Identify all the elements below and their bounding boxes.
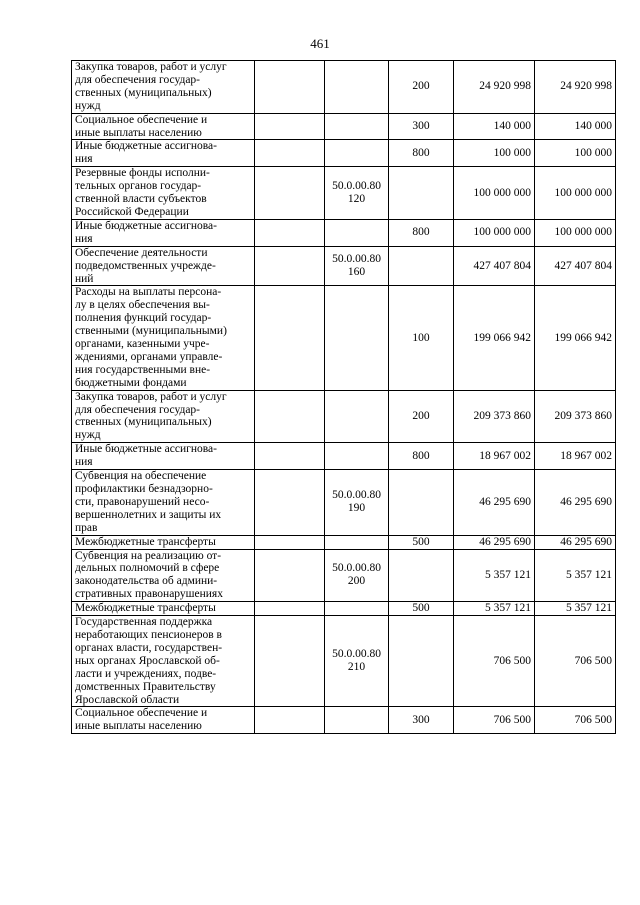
blank-cell — [255, 140, 325, 167]
expense-type-cell — [389, 167, 454, 220]
target-article-cell — [325, 140, 389, 167]
expense-name-cell: Межбюджетные трансферты — [72, 602, 255, 616]
amount-cell: 100 000 000 — [535, 167, 616, 220]
target-article-cell — [325, 535, 389, 549]
amount-cell: 46 295 690 — [454, 535, 535, 549]
blank-cell — [255, 616, 325, 707]
amount-cell: 46 295 690 — [535, 470, 616, 536]
table-row — [72, 443, 616, 470]
amount-cell: 5 357 121 — [454, 602, 535, 616]
target-article-cell — [325, 602, 389, 616]
table-row — [72, 390, 616, 443]
table-row — [72, 535, 616, 549]
target-article-cell: 50.0.00.80 190 — [325, 470, 389, 536]
amount-cell: 18 967 002 — [535, 443, 616, 470]
blank-cell — [255, 707, 325, 734]
blank-cell — [255, 470, 325, 536]
expense-name-cell: Закупка товаров, работ и услуг для обеспечения государ- ственных (муниципальных) нужд — [72, 390, 255, 443]
blank-cell — [255, 390, 325, 443]
amount-cell: 140 000 — [535, 113, 616, 140]
blank-cell — [255, 61, 325, 114]
expense-name-cell: Субвенция на обеспечение профилактики безнадзорно- сти, правонарушений несо- вершеннолетних и защиты их прав — [72, 470, 255, 536]
amount-cell: 427 407 804 — [454, 246, 535, 286]
expense-name-cell: Иные бюджетные ассигнова- ния — [72, 219, 255, 246]
blank-cell — [255, 535, 325, 549]
target-article-cell: 50.0.00.80 160 — [325, 246, 389, 286]
blank-cell — [255, 286, 325, 390]
amount-cell: 46 295 690 — [454, 470, 535, 536]
target-article-cell: 50.0.00.80 120 — [325, 167, 389, 220]
amount-cell: 24 920 998 — [535, 61, 616, 114]
amount-cell: 140 000 — [454, 113, 535, 140]
expense-type-cell — [389, 549, 454, 602]
table-row — [72, 61, 616, 114]
expense-name-cell: Резервные фонды исполни- тельных органов государ- ственной власти субъектов Российской Федерации — [72, 167, 255, 220]
amount-cell: 100 000 000 — [454, 167, 535, 220]
blank-cell — [255, 443, 325, 470]
amount-cell: 100 000 — [535, 140, 616, 167]
expense-type-cell: 200 — [389, 61, 454, 114]
amount-cell: 100 000 000 — [535, 219, 616, 246]
expense-name-cell: Обеспечение деятельности подведомственных учрежде- ний — [72, 246, 255, 286]
expense-type-cell: 800 — [389, 140, 454, 167]
amount-cell: 706 500 — [535, 616, 616, 707]
expense-type-cell — [389, 470, 454, 536]
table-row — [72, 246, 616, 286]
expense-type-cell: 500 — [389, 602, 454, 616]
table-row — [72, 113, 616, 140]
table-row — [72, 616, 616, 707]
target-article-cell — [325, 443, 389, 470]
target-article-cell — [325, 61, 389, 114]
expense-name-cell: Расходы на выплаты персона- лу в целях обеспечения вы- полнения функций государ- ственными (муниципальными) органами, казенными учре- ждениями, органами управле- ния государственными вне- бюджетными фондами — [72, 286, 255, 390]
target-article-cell — [325, 286, 389, 390]
amount-cell: 199 066 942 — [454, 286, 535, 390]
target-article-cell — [325, 113, 389, 140]
table-row — [72, 470, 616, 536]
blank-cell — [255, 246, 325, 286]
table-row — [72, 707, 616, 734]
amount-cell: 5 357 121 — [535, 549, 616, 602]
budget-table — [71, 60, 616, 734]
blank-cell — [255, 219, 325, 246]
amount-cell: 706 500 — [454, 616, 535, 707]
expense-type-cell: 300 — [389, 707, 454, 734]
target-article-cell: 50.0.00.80 200 — [325, 549, 389, 602]
target-article-cell — [325, 219, 389, 246]
expense-type-cell: 800 — [389, 443, 454, 470]
expense-type-cell: 500 — [389, 535, 454, 549]
table-row — [72, 549, 616, 602]
budget-table-body — [72, 61, 616, 734]
amount-cell: 46 295 690 — [535, 535, 616, 549]
amount-cell: 427 407 804 — [535, 246, 616, 286]
amount-cell: 24 920 998 — [454, 61, 535, 114]
expense-type-cell: 300 — [389, 113, 454, 140]
blank-cell — [255, 167, 325, 220]
amount-cell: 100 000 000 — [454, 219, 535, 246]
amount-cell: 18 967 002 — [454, 443, 535, 470]
amount-cell: 5 357 121 — [535, 602, 616, 616]
target-article-cell: 50.0.00.80 210 — [325, 616, 389, 707]
amount-cell: 199 066 942 — [535, 286, 616, 390]
expense-name-cell: Государственная поддержка неработающих пенсионеров в органах власти, государствен- ных органах Ярославской об- ласти и учреждениях, подве- домственных Правительству Ярославской области — [72, 616, 255, 707]
target-article-cell — [325, 707, 389, 734]
blank-cell — [255, 549, 325, 602]
target-article-cell — [325, 390, 389, 443]
table-row — [72, 140, 616, 167]
expense-type-cell: 100 — [389, 286, 454, 390]
table-row — [72, 167, 616, 220]
amount-cell: 706 500 — [454, 707, 535, 734]
table-row — [72, 286, 616, 390]
expense-type-cell: 800 — [389, 219, 454, 246]
amount-cell: 209 373 860 — [535, 390, 616, 443]
page-number: 461 — [310, 36, 330, 51]
expense-type-cell — [389, 616, 454, 707]
amount-cell: 100 000 — [454, 140, 535, 167]
blank-cell — [255, 602, 325, 616]
expense-name-cell: Социальное обеспечение и иные выплаты населению — [72, 113, 255, 140]
amount-cell: 706 500 — [535, 707, 616, 734]
expense-name-cell: Межбюджетные трансферты — [72, 535, 255, 549]
expense-name-cell: Закупка товаров, работ и услуг для обеспечения государ- ственных (муниципальных) нужд — [72, 61, 255, 114]
blank-cell — [255, 113, 325, 140]
expense-name-cell: Иные бюджетные ассигнова- ния — [72, 443, 255, 470]
expense-type-cell — [389, 246, 454, 286]
table-row — [72, 602, 616, 616]
amount-cell: 5 357 121 — [454, 549, 535, 602]
table-row — [72, 219, 616, 246]
expense-name-cell: Субвенция на реализацию от- дельных полномочий в сфере законодательства об админи- стративных правонарушениях — [72, 549, 255, 602]
expense-type-cell: 200 — [389, 390, 454, 443]
expense-name-cell: Социальное обеспечение и иные выплаты населению — [72, 707, 255, 734]
expense-name-cell: Иные бюджетные ассигнова- ния — [72, 140, 255, 167]
amount-cell: 209 373 860 — [454, 390, 535, 443]
